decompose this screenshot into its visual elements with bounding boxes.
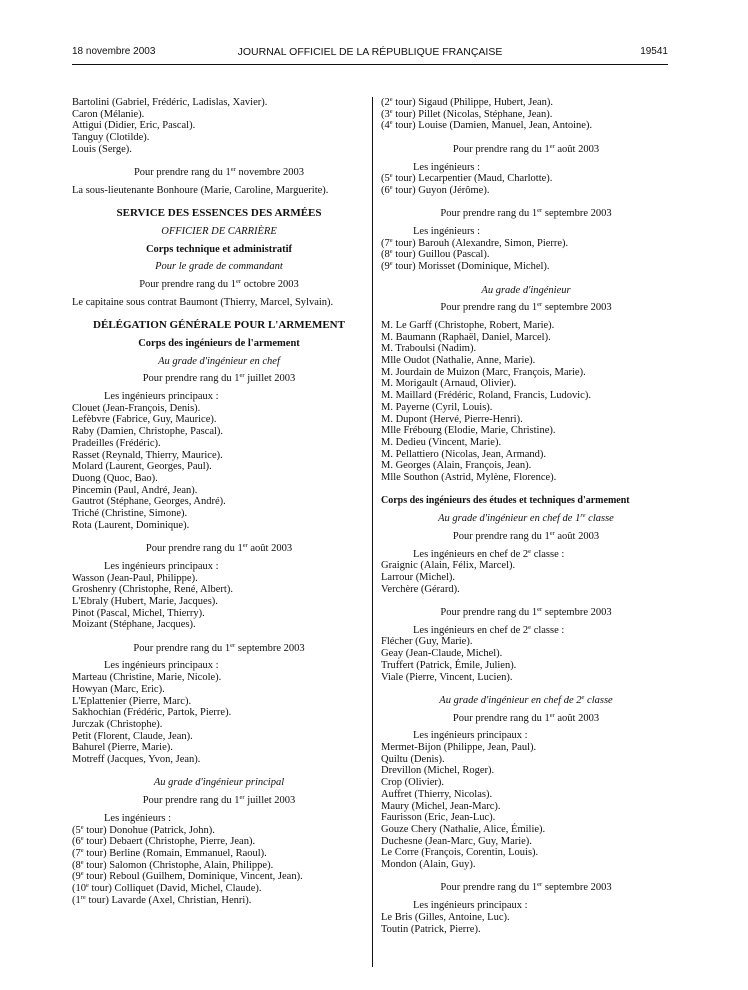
name-entry: Auffret (Thierry, Nicolas). (381, 788, 493, 800)
tour-entry: (9e tour) Reboul (Guilhem, Dominique, Vincent, Jean). (72, 870, 303, 883)
nomination-line: La sous-lieutenante Bonhoure (Marie, Caroline, Marguerite). (72, 184, 329, 196)
list-intro: Les ingénieurs en chef de 2e classe : (413, 623, 565, 636)
corps-title: Corps technique et administratif (145, 243, 293, 255)
rang-line: Pour prendre rang du 1er septembre 2003 (440, 207, 612, 220)
rang-line: Pour prendre rang du 1er juillet 2003 (142, 794, 296, 807)
name-entry: Le Bris (Gilles, Antoine, Luc). (381, 911, 510, 923)
header-rule (72, 64, 668, 65)
tour-entry: (1re tour) Lavarde (Axel, Christian, Henri). (72, 893, 252, 906)
name-entry: Groshenry (Christophe, René, Albert). (72, 584, 233, 596)
rang-line: Pour prendre rang du 1er novembre 2003 (133, 166, 305, 179)
name-entry: Motreff (Jacques, Yvon, Jean). (72, 754, 201, 766)
name-entry: Caron (Mélanie). (72, 108, 145, 120)
header-page-number: 19541 (640, 46, 668, 57)
name-entry: Mlle Oudot (Nathalie, Anne, Marie). (381, 355, 536, 367)
name-entry: Mlle Southon (Astrid, Mylène, Florence). (381, 472, 557, 484)
name-entry: Pinot (Pascal, Michel, Thierry). (72, 607, 205, 619)
rang-line: Pour prendre rang du 1er août 2003 (452, 529, 600, 542)
subsection-title: OFFICIER DE CARRIÈRE (161, 226, 277, 237)
grade-title: Au grade d'ingénieur principal (153, 777, 285, 789)
name-entry: Sakhochian (Frédéric, Partok, Pierre). (72, 707, 232, 719)
name-entry: Flécher (Guy, Marie). (381, 636, 473, 648)
name-entry: Raby (Damien, Christophe, Pascal). (72, 426, 224, 438)
header-journal-title: JOURNAL OFFICIEL DE LA RÉPUBLIQUE FRANÇAISE (237, 46, 503, 58)
grade-title: Au grade d'ingénieur en chef de 1re classe (438, 512, 614, 525)
tour-entry: (5e tour) Donohue (Patrick, John). (72, 823, 215, 836)
name-entry: Quiltu (Denis). (381, 753, 445, 765)
name-entry: Attigui (Didier, Eric, Pascal). (72, 120, 196, 132)
corps-title: Corps des ingénieurs de l'armement (138, 337, 300, 349)
rang-line: Pour prendre rang du 1er août 2003 (145, 542, 293, 555)
grade-title: Au grade d'ingénieur en chef de 2e classe (439, 693, 613, 706)
list-intro: Les ingénieurs : (413, 226, 481, 237)
section-title: DÉLÉGATION GÉNÉRALE POUR L'ARMEMENT (93, 319, 345, 332)
name-entry: Marteau (Christine, Marie, Nicole). (72, 672, 222, 684)
tour-entry: (6e tour) Debaert (Christophe, Pierre, Jean). (72, 835, 256, 848)
name-entry: Duchesne (Jean-Marc, Guy, Marie). (381, 835, 532, 847)
name-entry: M. Traboulsi (Nadim). (381, 343, 477, 355)
list-intro: Les ingénieurs principaux : (413, 730, 528, 742)
grade-title: Au grade d'ingénieur (481, 284, 571, 296)
name-entry: Toutin (Patrick, Pierre). (381, 923, 481, 935)
name-entry: M. Pellattiero (Nicolas, Jean, Armand). (381, 448, 547, 460)
column-divider (372, 97, 373, 967)
name-entry: Geay (Jean-Claude, Michel). (381, 648, 503, 660)
name-entry: Rota (Laurent, Dominique). (72, 519, 190, 531)
name-entry: Maury (Michel, Jean-Marc). (381, 800, 501, 812)
name-entry: Tanguy (Clotilde). (72, 132, 150, 144)
page-header (72, 46, 668, 60)
tour-entry: (7e tour) Berline (Romain, Emmanuel, Raoul). (72, 846, 267, 859)
grade-title: Pour le grade de commandant (155, 261, 283, 273)
list-intro: Les ingénieurs principaux : (104, 660, 219, 672)
tour-entry: (7e tour) Barouh (Alexandre, Simon, Pierre). (381, 236, 569, 249)
name-entry: M. Maillard (Frédéric, Roland, Francis, Ludovic). (381, 390, 591, 402)
list-intro: Les ingénieurs principaux : (104, 391, 219, 403)
tour-entry: (9e tour) Morisset (Dominique, Michel). (381, 260, 550, 273)
left-column (72, 97, 366, 907)
tour-entry: (8e tour) Salomon (Christophe, Alain, Philippe). (72, 858, 274, 871)
name-entry: Truffert (Patrick, Émile, Julien). (381, 659, 517, 671)
rang-line: Pour prendre rang du 1er juillet 2003 (142, 372, 296, 385)
name-entry: Howyan (Marc, Eric). (72, 683, 165, 695)
name-entry: Triché (Christine, Simone). (72, 508, 188, 520)
name-entry: Larrour (Michel). (381, 571, 456, 583)
tour-entry: (5e tour) Lecarpentier (Maud, Charlotte). (381, 172, 553, 185)
list-intro: Les ingénieurs : (413, 161, 481, 173)
list-intro: Les ingénieurs en chef de 2e classe : (413, 547, 565, 560)
rang-line: Pour prendre rang du 1er septembre 2003 (440, 606, 612, 619)
tour-entry: (8e tour) Guillou (Pascal). (381, 248, 490, 261)
name-entry: M. Georges (Alain, François, Jean). (381, 460, 532, 472)
corps-title: Corps des ingénieurs des études et techniques d'armement (381, 495, 630, 507)
rang-line: Pour prendre rang du 1er septembre 2003 (440, 301, 612, 314)
name-entry: M. Baumann (Raphaël, Daniel, Marcel). (381, 331, 551, 343)
name-entry: Louis (Serge). (72, 143, 132, 155)
name-entry: Mlle Frébourg (Elodie, Marie, Christine). (381, 425, 556, 437)
tour-entry: (3e tour) Pillet (Nicolas, Stéphane, Jean). (381, 107, 553, 120)
name-entry: Rasset (Reynald, Thierry, Maurice). (72, 449, 223, 461)
name-entry: M. Le Garff (Christophe, Robert, Marie). (381, 319, 555, 331)
name-entry: Verchère (Gérard). (381, 583, 460, 595)
name-entry: Gautrot (Stéphane, Georges, André). (72, 496, 226, 508)
tour-entry: (10e tour) Colliquet (David, Michel, Claude). (72, 882, 262, 895)
name-entry: Le Corre (François, Corentin, Louis). (381, 847, 539, 859)
name-entry: Duong (Quoc, Bao). (72, 472, 158, 484)
grade-title: Au grade d'ingénieur en chef (158, 355, 280, 367)
name-entry: Bartolini (Gabriel, Frédéric, Ladislas, Xavier). (72, 97, 268, 108)
tour-entry: (6e tour) Guyon (Jérôme). (381, 183, 490, 196)
name-entry: Graignic (Alain, Félix, Marcel). (381, 560, 516, 572)
right-column (381, 97, 671, 935)
rang-line: Pour prendre rang du 1er septembre 2003 (133, 641, 305, 654)
name-entry: Faurisson (Eric, Jean-Luc). (381, 812, 496, 824)
rang-line: Pour prendre rang du 1er août 2003 (452, 142, 600, 155)
rang-line: Pour prendre rang du 1er septembre 2003 (440, 881, 612, 894)
name-entry: Gouze Chery (Nathalie, Alice, Émilie). (381, 823, 546, 835)
header-date: 18 novembre 2003 (72, 46, 156, 57)
tour-entry: (4e tour) Louise (Damien, Manuel, Jean, Antoine). (381, 119, 593, 132)
name-entry: Petit (Florent, Claude, Jean). (72, 730, 193, 742)
list-intro: Les ingénieurs principaux : (104, 560, 219, 572)
name-entry: M. Dupont (Hervé, Pierre-Henri). (381, 413, 523, 425)
name-entry: M. Payerne (Cyril, Louis). (381, 401, 493, 413)
name-entry: Wasson (Jean-Paul, Philippe). (72, 572, 198, 584)
name-entry: Mermet-Bijon (Philippe, Jean, Paul). (381, 742, 537, 754)
name-entry: Mondon (Alain, Guy). (381, 859, 476, 871)
name-entry: Crop (Olivier). (381, 777, 444, 789)
name-entry: Drevillon (Michel, Roger). (381, 765, 495, 777)
tour-entry: (2e tour) Sigaud (Philippe, Hubert, Jean). (381, 96, 554, 108)
name-entry: M. Dedieu (Vincent, Marie). (381, 436, 502, 448)
section-title: SERVICE DES ESSENCES DES ARMÉES (116, 207, 322, 220)
nomination-line: Le capitaine sous contrat Baumont (Thierry, Marcel, Sylvain). (72, 296, 334, 308)
name-entry: Viale (Pierre, Vincent, Lucien). (381, 671, 513, 683)
name-entry: Pincemin (Paul, André, Jean). (72, 484, 198, 496)
name-entry: Moizant (Stéphane, Jacques). (72, 619, 196, 631)
list-intro: Les ingénieurs principaux : (413, 900, 528, 912)
name-entry: Clouet (Jean-François, Denis). (72, 402, 201, 414)
name-entry: Jurczak (Christophe). (72, 718, 163, 730)
name-entry: L'Ebraly (Hubert, Marie, Jacques). (72, 595, 218, 607)
name-entry: M. Morigault (Arnaud, Olivier). (381, 378, 517, 390)
name-entry: Bahurel (Pierre, Marie). (72, 742, 173, 754)
name-entry: L'Eplattenier (Pierre, Marc). (72, 695, 192, 707)
name-entry: Lefèbvre (Fabrice, Guy, Maurice). (72, 414, 217, 426)
rang-line: Pour prendre rang du 1er octobre 2003 (139, 278, 299, 291)
list-intro: Les ingénieurs : (104, 812, 172, 824)
name-entry: Pradeilles (Frédéric). (72, 437, 161, 449)
rang-line: Pour prendre rang du 1er août 2003 (452, 711, 600, 724)
name-entry: Molard (Laurent, Georges, Paul). (72, 461, 212, 473)
name-entry: M. Jourdain de Muizon (Marc, François, Marie). (381, 366, 586, 378)
